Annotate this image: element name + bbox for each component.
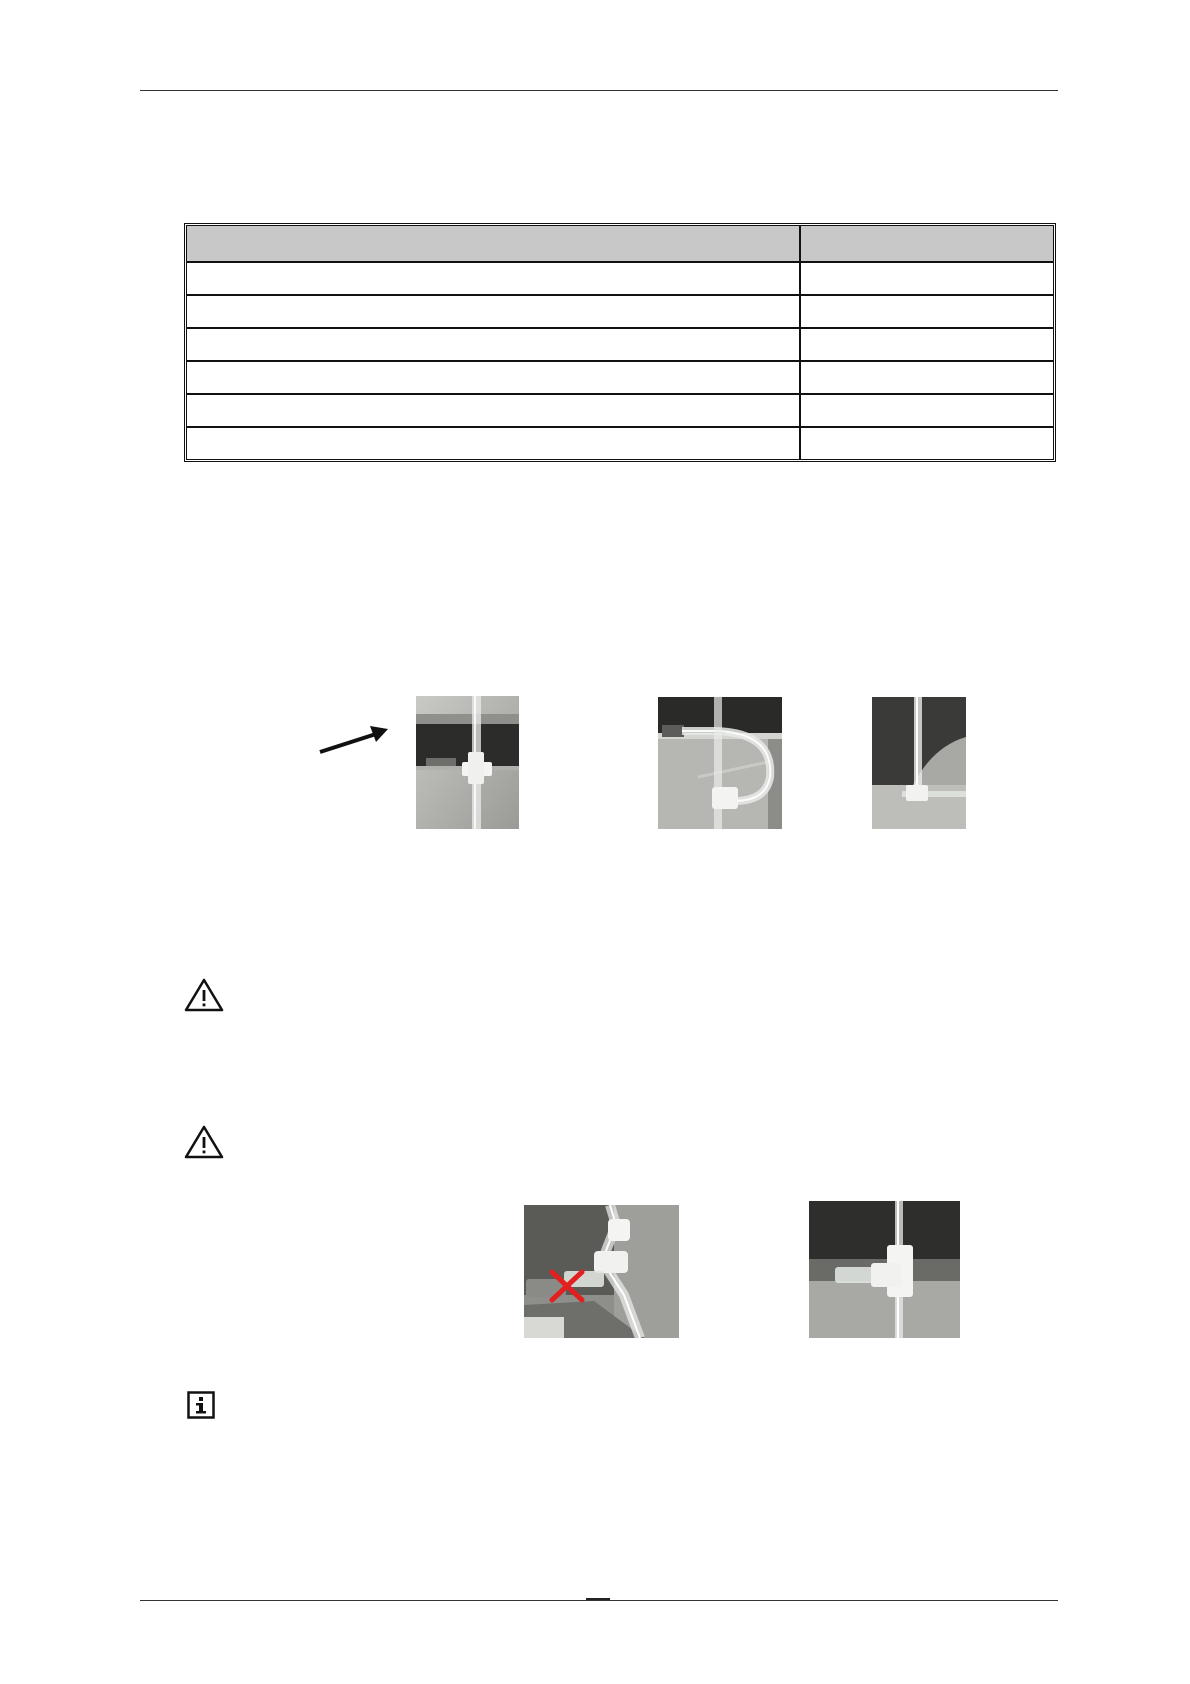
table-row <box>187 395 1053 428</box>
table-header-cell <box>187 226 801 263</box>
spec-table <box>184 223 1056 462</box>
table-cell <box>187 362 801 395</box>
page-number-mark <box>586 1598 610 1600</box>
table-cell <box>801 296 1053 329</box>
table-row <box>187 329 1053 362</box>
info-icon <box>187 1391 215 1419</box>
table-row <box>187 362 1053 395</box>
table-row <box>187 296 1053 329</box>
table-row <box>187 263 1053 296</box>
correct-connection-photo <box>809 1201 960 1338</box>
tube-connector-photo-2 <box>872 697 966 829</box>
warning-triangle-icon <box>184 978 224 1012</box>
header-rule <box>140 90 1058 91</box>
table-cell <box>801 362 1053 395</box>
footer-rule <box>140 1600 1058 1601</box>
table-header-row <box>187 226 1053 263</box>
table-cell <box>801 395 1053 428</box>
table-cell <box>187 263 801 296</box>
table-cell <box>801 329 1053 362</box>
table-row <box>187 428 1053 459</box>
table-cell <box>801 428 1053 459</box>
tube-loop-photo <box>658 697 782 829</box>
cross-mark-icon <box>548 1268 586 1304</box>
table-cell <box>187 428 801 459</box>
table-cell <box>801 263 1053 296</box>
table-cell <box>187 296 801 329</box>
table-cell <box>187 329 801 362</box>
arrow-icon <box>318 722 390 756</box>
tube-connector-photo-1 <box>416 696 519 829</box>
table-cell <box>187 395 801 428</box>
table-header-cell <box>801 226 1053 263</box>
warning-triangle-icon <box>184 1125 224 1159</box>
